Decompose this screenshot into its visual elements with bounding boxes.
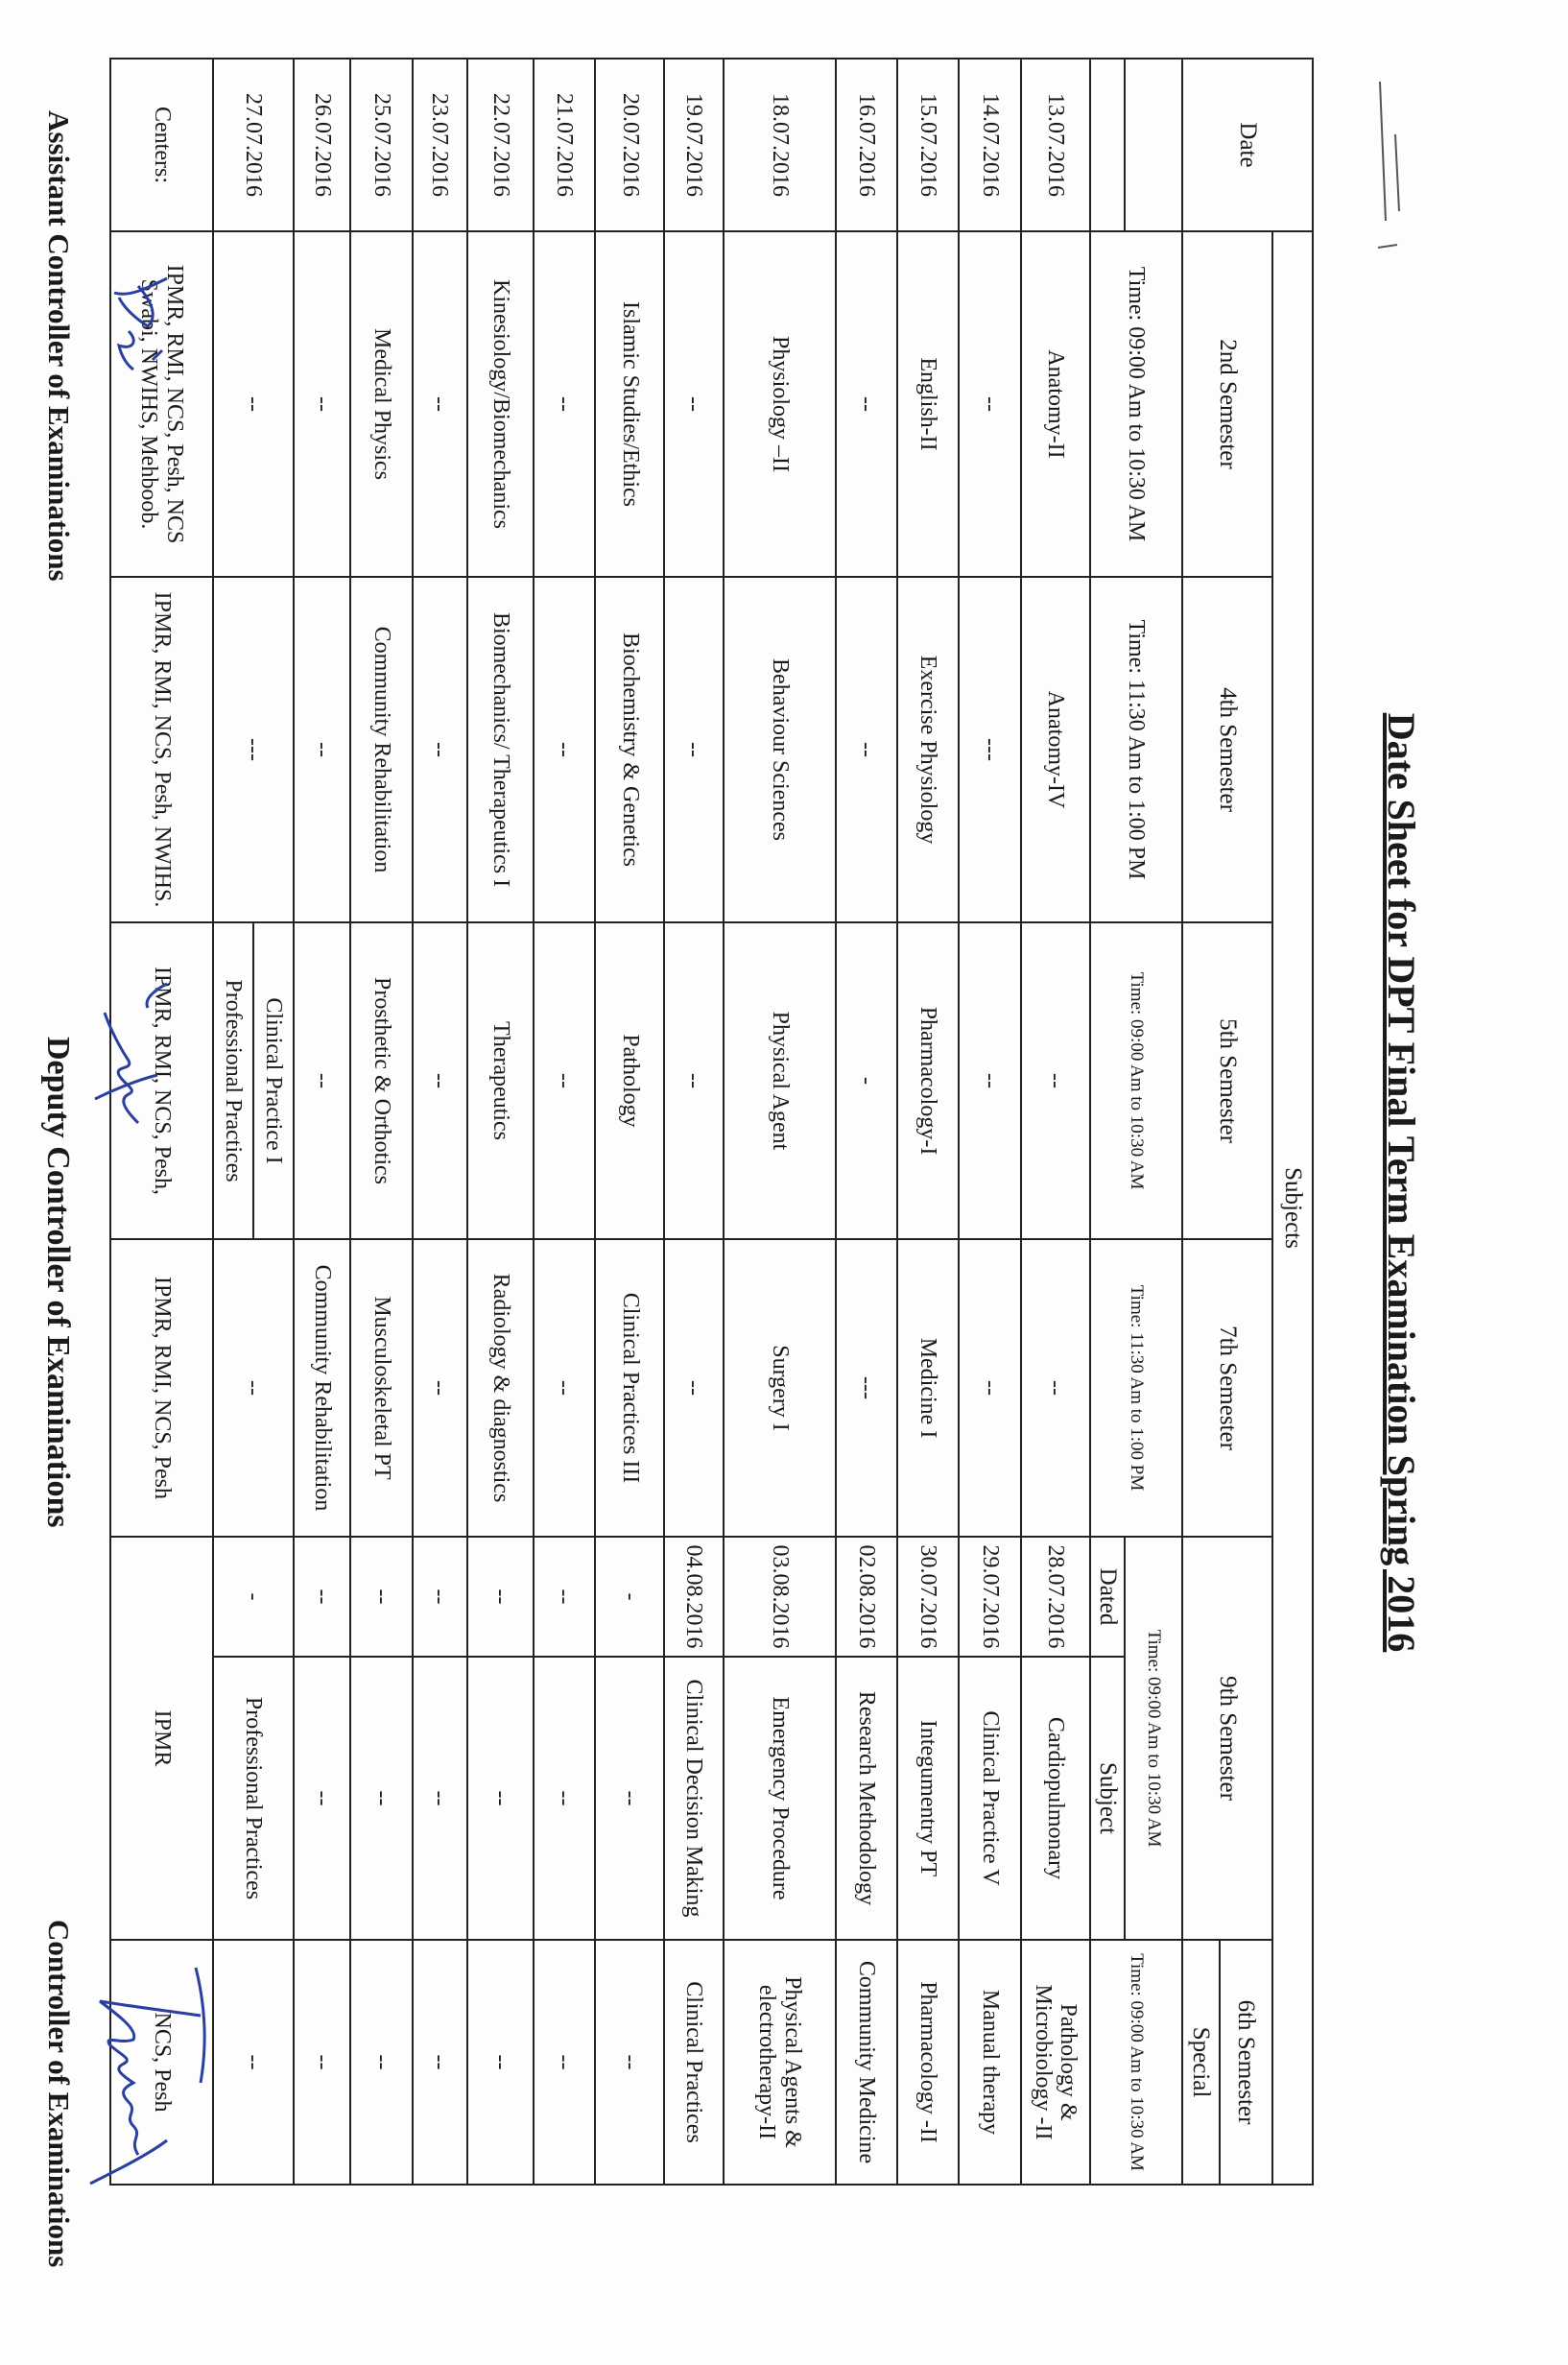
table-row xyxy=(595,59,664,2185)
header-dated: Dated xyxy=(1090,1537,1126,1657)
sem9-subject: -- xyxy=(534,1657,595,1940)
sem9-subject: -- xyxy=(413,1657,467,1940)
sem7-subject: -- xyxy=(413,1239,467,1537)
sem5-subject: -- xyxy=(664,922,724,1239)
sem2-subject: Islamic Studies/Ethics xyxy=(595,231,664,577)
sem9-subject: -- xyxy=(350,1657,412,1940)
date-blank xyxy=(1125,59,1181,231)
header-sem4: 4th Semester xyxy=(1182,577,1272,922)
sem5-subject: Pharmacology-I xyxy=(897,922,959,1239)
sem9-date: 03.08.2016 xyxy=(724,1537,835,1657)
header-date: Date xyxy=(1182,59,1313,231)
centers-label: Centers: xyxy=(110,59,213,231)
sem6-subject: -- xyxy=(350,1940,412,2185)
row-date: 18.07.2016 xyxy=(724,59,835,231)
sem7-subject: -- xyxy=(1021,1239,1090,1537)
sem5-subject: -- xyxy=(534,922,595,1239)
sem9-subject: -- xyxy=(595,1657,664,1940)
table-row xyxy=(294,59,350,2185)
sem7-subject: -- xyxy=(213,1239,294,1537)
time-sem9: Time: 09:00 Am to 10:30 AM xyxy=(1125,1537,1181,1940)
time-sem6: Time: 09:00 Am to 10:30 AM xyxy=(1090,1940,1182,2185)
sem6-subject: -- xyxy=(595,1940,664,2185)
sem7-subject: Clinical Practices III xyxy=(595,1239,664,1537)
sem9-date: 29.07.2016 xyxy=(959,1537,1020,1657)
sem6-subject: Pharmacology -II xyxy=(897,1940,959,2185)
sem4-subject: -- xyxy=(534,577,595,922)
deputy-controller-label: Deputy Controller of Examinations xyxy=(40,1037,76,1528)
sem4-subject: Biochemistry & Genetics xyxy=(595,577,664,922)
sem7-subject: Surgery I xyxy=(724,1239,835,1537)
sem6-subject: Pathology & Microbiology -II xyxy=(1021,1940,1090,2185)
time-sem5: Time: 09:00 Am to 10:30 AM xyxy=(1090,922,1182,1239)
table-row xyxy=(897,59,959,2185)
sem5-subject: Prosthetic & Orthotics xyxy=(350,922,412,1239)
centers-sem6: NCS, Pesh xyxy=(110,1940,213,2185)
table-row xyxy=(253,59,294,2185)
sem6-subject: -- xyxy=(534,1940,595,2185)
sem4-subject: --- xyxy=(959,577,1020,922)
row-date: 26.07.2016 xyxy=(294,59,350,231)
table-row xyxy=(959,59,1020,2185)
sem7-subject: -- xyxy=(959,1239,1020,1537)
sem5-subject: Pathology xyxy=(595,922,664,1239)
sem2-subject: -- xyxy=(294,231,350,577)
sem4-subject: Exercise Physiology xyxy=(897,577,959,922)
row-date: 13.07.2016 xyxy=(1021,59,1090,231)
sem5-subject: -- xyxy=(294,922,350,1239)
centers-sem4: IPMR, RMI, NCS, Pesh, NWIHS. xyxy=(110,577,213,922)
row-date: 22.07.2016 xyxy=(467,59,534,231)
sem9-subject: Cardiopulmonary xyxy=(1021,1657,1090,1940)
sem2-subject: -- xyxy=(213,231,294,577)
sem7-subject: -- xyxy=(664,1239,724,1537)
header-sem6: 6th Semester xyxy=(1220,1940,1272,2185)
sem2-subject: English-II xyxy=(897,231,959,577)
header-subjects: Subjects xyxy=(1272,231,1313,2185)
sem9-subject: Clinical Practice V xyxy=(959,1657,1020,1940)
table-row xyxy=(413,59,467,2185)
time-sem7: Time: 11:30 Am to 1:00 PM xyxy=(1090,1239,1182,1537)
sem2-subject: Anatomy-II xyxy=(1021,231,1090,577)
sem6-subject: Clinical Practices xyxy=(664,1940,724,2185)
sem5-subject: -- xyxy=(1021,922,1090,1239)
sem9-subject: -- xyxy=(294,1657,350,1940)
sem9-date: -- xyxy=(294,1537,350,1657)
sem9-subject: Emergency Procedure xyxy=(724,1657,835,1940)
date-sheet-table xyxy=(109,58,1314,2186)
table-row xyxy=(724,59,835,2185)
sem4-subject: -- xyxy=(664,577,724,922)
row-date: 25.07.2016 xyxy=(350,59,412,231)
sem5-subject: Therapeutics xyxy=(467,922,534,1239)
row-date: 19.07.2016 xyxy=(664,59,724,231)
sem6-subject: -- xyxy=(213,1940,294,2185)
sem7-subject: Community Rehabilitation xyxy=(294,1239,350,1537)
sem7-subject: --- xyxy=(836,1239,897,1537)
header-sem9: 9th Semester xyxy=(1182,1537,1272,1940)
table-row xyxy=(664,59,724,2185)
sem9-date: - xyxy=(213,1537,294,1657)
sem9-date: 30.07.2016 xyxy=(897,1537,959,1657)
sem6-subject: -- xyxy=(413,1940,467,2185)
sem9-date: 02.08.2016 xyxy=(836,1537,897,1657)
sem9-subject: Research Methodology xyxy=(836,1657,897,1940)
sem5-subject: -- xyxy=(959,922,1020,1239)
row-date: 23.07.2016 xyxy=(413,59,467,231)
time-sem4: Time: 11:30 Am to 1:00 PM xyxy=(1090,577,1182,922)
sem2-subject: -- xyxy=(959,231,1020,577)
sem4-subject: Anatomy-IV xyxy=(1021,577,1090,922)
row-date: 21.07.2016 xyxy=(534,59,595,231)
sem7-subject: Musculoskeletal PT xyxy=(350,1239,412,1537)
header-sem2: 2nd Semester xyxy=(1182,231,1272,577)
deputy-signature xyxy=(81,969,186,1142)
sem9-date: -- xyxy=(467,1537,534,1657)
sem9-subject: Integumentry PT xyxy=(897,1657,959,1940)
sem9-date: - xyxy=(595,1537,664,1657)
sem9-subject: Clinical Decision Making xyxy=(664,1657,724,1940)
sem7-subject: Radiology & diagnostics xyxy=(467,1239,534,1537)
header-subject-9: Subject xyxy=(1090,1657,1126,1940)
centers-sem9: IPMR xyxy=(110,1537,213,1940)
sem6-subject: Manual therapy xyxy=(959,1940,1020,2185)
sem6-subject: -- xyxy=(294,1940,350,2185)
sem5-subject-extra: Professional Practices xyxy=(213,922,253,1239)
header-special: Special xyxy=(1182,1940,1221,2185)
date-blank-2 xyxy=(1090,59,1126,231)
sem4-subject: --- xyxy=(213,577,294,922)
table-row xyxy=(836,59,897,2185)
sem4-subject: Behaviour Sciences xyxy=(724,577,835,922)
sem6-subject: Physical Agents & electrotherapy-II xyxy=(724,1940,835,2185)
sem9-date: 28.07.2016 xyxy=(1021,1537,1090,1657)
sem7-subject: Medicine I xyxy=(897,1239,959,1537)
sem4-subject: -- xyxy=(413,577,467,922)
centers-sem7: IPMR, RMI, NCS, Pesh xyxy=(110,1239,213,1537)
controller-signature xyxy=(81,1948,225,2198)
sem4-subject: Biomechanics/ Therapeutics I xyxy=(467,577,534,922)
row-date: 16.07.2016 xyxy=(836,59,897,231)
sem9-subject: Professional Practices xyxy=(213,1657,294,1940)
centers-sem2: IPMR, RMI, NCS, Pesh, NCS Swabi, NWIHS, Mehboob. xyxy=(110,231,213,577)
centers-sem5: IPMR, RMI, NCS, Pesh, xyxy=(110,922,213,1239)
exam-rows xyxy=(110,59,1090,2185)
assistant-controller-label: Assistant Controller of Examinations xyxy=(42,110,76,582)
sem9-date: -- xyxy=(350,1537,412,1657)
sem6-subject: Community Medicine xyxy=(836,1940,897,2185)
page-title: Date Sheet for DPT Final Term Examination Spring 2016 xyxy=(1380,712,1423,1653)
header-sem7: 7th Semester xyxy=(1182,1239,1272,1537)
sem2-subject: Kinesiology/Biomechanics xyxy=(467,231,534,577)
sem5-subject: Clinical Practice I xyxy=(253,922,294,1239)
header-sem5: 5th Semester xyxy=(1182,922,1272,1239)
row-date: 14.07.2016 xyxy=(959,59,1020,231)
table-row xyxy=(350,59,412,2185)
sem4-subject: Community Rehabilitation xyxy=(350,577,412,922)
sem5-subject: Physical Agent xyxy=(724,922,835,1239)
table-row xyxy=(1021,59,1090,2185)
sem9-subject: -- xyxy=(467,1657,534,1940)
sem7-subject: -- xyxy=(534,1239,595,1537)
sem5-subject: - xyxy=(836,922,897,1239)
sem2-subject: -- xyxy=(664,231,724,577)
assistant-signature xyxy=(81,259,186,413)
table-row xyxy=(467,59,534,2185)
sem2-subject: -- xyxy=(413,231,467,577)
row-date: 15.07.2016 xyxy=(897,59,959,231)
sem4-subject: -- xyxy=(836,577,897,922)
sem2-subject: -- xyxy=(836,231,897,577)
sem2-subject: -- xyxy=(534,231,595,577)
sem6-subject: -- xyxy=(467,1940,534,2185)
sem4-subject: -- xyxy=(294,577,350,922)
row-date: 27.07.2016 xyxy=(213,59,294,231)
table-row xyxy=(534,59,595,2185)
controller-label: Controller of Examinations xyxy=(42,1920,76,2268)
sem9-date: -- xyxy=(534,1537,595,1657)
sem9-date: -- xyxy=(413,1537,467,1657)
sem5-subject: -- xyxy=(413,922,467,1239)
sem2-subject: Medical Physics xyxy=(350,231,412,577)
sem2-subject: Physiology –II xyxy=(724,231,835,577)
sem9-date: 04.08.2016 xyxy=(664,1537,724,1657)
row-date: 20.07.2016 xyxy=(595,59,664,231)
time-sem2: Time: 09:00 Am to 10:30 AM xyxy=(1090,231,1182,577)
